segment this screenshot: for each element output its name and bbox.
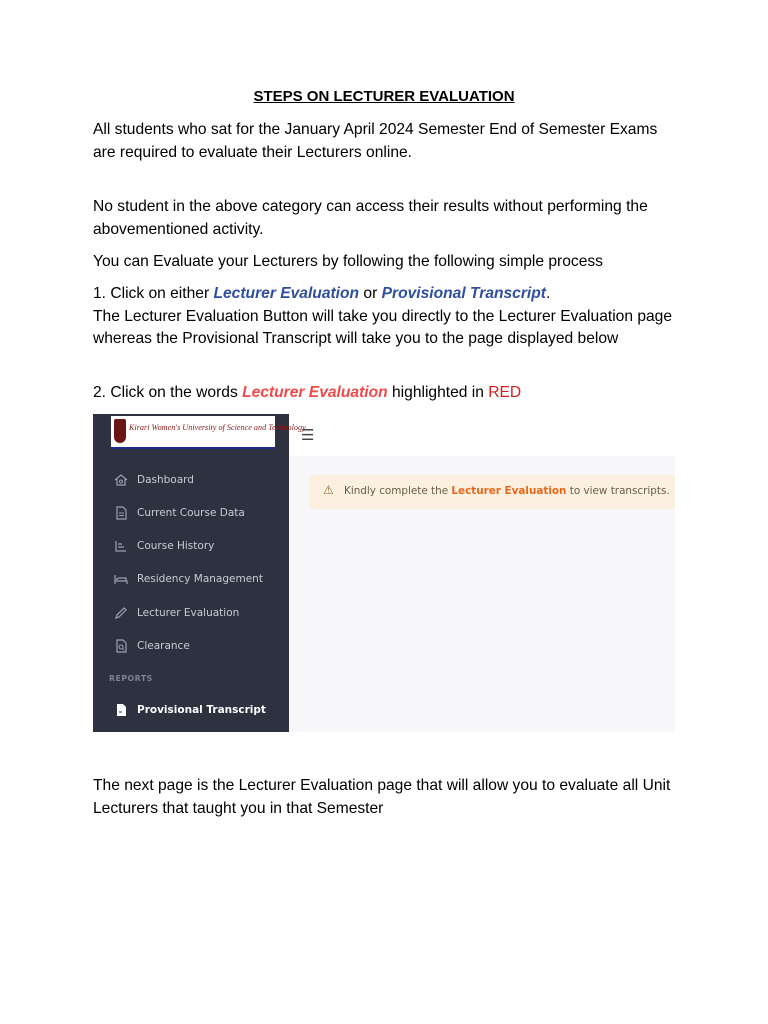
portal-screenshot bbox=[93, 414, 675, 732]
step-one-prefix: 1. Click on either bbox=[93, 285, 214, 302]
bed-icon bbox=[113, 571, 129, 587]
provisional-transcript-link[interactable]: Provisional Transcript bbox=[381, 285, 546, 302]
step-two-middle: highlighted in bbox=[387, 384, 489, 401]
step-one bbox=[93, 283, 677, 351]
lecturer-evaluation-link[interactable]: Lecturer Evaluation bbox=[213, 285, 360, 302]
alert-lecturer-evaluation-link[interactable]: Lecturer Evaluation bbox=[451, 485, 567, 497]
file-search-icon bbox=[113, 638, 129, 654]
sidebar-item-residency-management[interactable] bbox=[113, 568, 283, 590]
sidebar-item-label: Provisional Transcript bbox=[137, 704, 266, 716]
alert-prefix: Kindly complete the bbox=[344, 485, 452, 497]
sidebar-item-lecturer-evaluation[interactable] bbox=[113, 602, 283, 624]
reports-section-label: REPORTS bbox=[109, 674, 153, 683]
step-two-prefix: 2. Click on the words bbox=[93, 384, 243, 401]
sidebar-item-current-course-data[interactable] bbox=[113, 502, 283, 524]
sidebar-item-label: Dashboard bbox=[137, 474, 194, 486]
sidebar-item-clearance[interactable] bbox=[113, 635, 283, 657]
university-logo bbox=[111, 416, 306, 449]
document-title: STEPS ON LECTURER EVALUATION bbox=[253, 88, 515, 105]
step-one-detail: The Lecturer Evaluation Button will take you directly to the Lecturer Evaluation page whereas the Provisional Transcript will take you to the page displayed below bbox=[93, 307, 673, 347]
document-icon bbox=[113, 505, 129, 521]
sidebar-item-label: Current Course Data bbox=[137, 507, 245, 519]
alert-text bbox=[344, 485, 670, 497]
crest-icon bbox=[114, 419, 126, 443]
sidebar-item-dashboard[interactable] bbox=[113, 469, 283, 491]
sidebar-item-label: Lecturer Evaluation bbox=[137, 607, 240, 619]
sidebar-item-label: Course History bbox=[137, 540, 215, 552]
portal-topbar bbox=[289, 414, 675, 456]
sidebar-item-label: Residency Management bbox=[137, 573, 263, 585]
portal-sidebar bbox=[93, 414, 306, 732]
transcript-alert bbox=[309, 475, 675, 509]
access-paragraph: No student in the above category can access their results without performing the abovementioned activity. bbox=[93, 198, 648, 238]
pencil-icon bbox=[113, 605, 129, 621]
step-one-middle: or bbox=[359, 285, 382, 302]
file-icon bbox=[113, 702, 129, 718]
warning-icon: ⚠ bbox=[323, 483, 334, 497]
sidebar-item-provisional-transcript[interactable] bbox=[113, 699, 283, 721]
step-two bbox=[93, 382, 677, 405]
hamburger-icon[interactable]: ☰ bbox=[301, 426, 315, 444]
next-page-paragraph: The next page is the Lecturer Evaluation page that will allow you to evaluate all Unit Lecturers that taught you in that Semester bbox=[93, 777, 671, 817]
sidebar-item-course-history[interactable] bbox=[113, 535, 283, 557]
lecturer-evaluation-red-link[interactable]: Lecturer Evaluation bbox=[242, 384, 388, 401]
step-one-suffix: . bbox=[545, 285, 551, 302]
sidebar-item-label: Clearance bbox=[137, 640, 190, 652]
home-icon bbox=[113, 472, 129, 488]
list-icon bbox=[113, 538, 129, 554]
logo-text: Kirari Women's University of Science and Technology bbox=[129, 423, 306, 432]
process-paragraph: You can Evaluate your Lecturers by following the following simple process bbox=[93, 253, 603, 270]
alert-suffix: to view transcripts. bbox=[566, 485, 670, 497]
intro-paragraph: All students who sat for the January April 2024 Semester End of Semester Exams are required to evaluate their Lecturers online. bbox=[93, 121, 658, 161]
red-word: RED bbox=[488, 384, 522, 401]
